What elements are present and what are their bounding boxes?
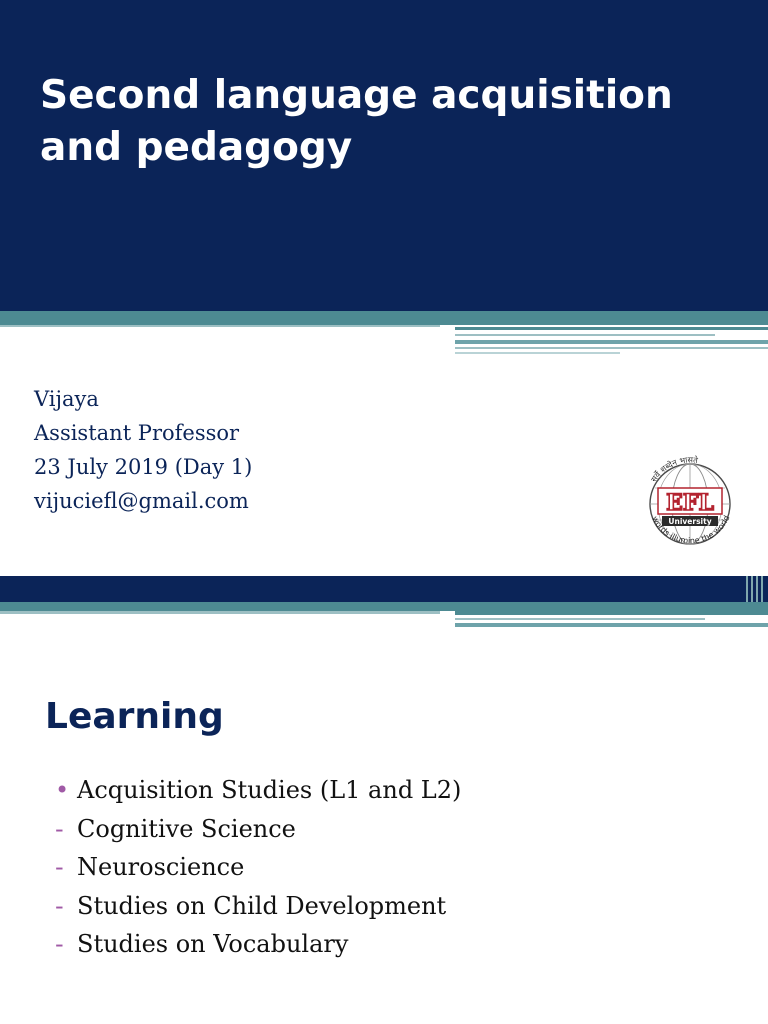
band-rule [746, 576, 748, 602]
slide-title: Second language acquisition and pedagogy [40, 73, 673, 170]
divider-stripe [0, 325, 440, 327]
logo-initials: EFL [666, 490, 714, 516]
divider-stripe [455, 327, 768, 330]
divider-stripe [455, 347, 768, 349]
author-name: Vijaya [34, 387, 99, 411]
list-item-text: Studies on Vocabulary [77, 930, 349, 958]
logo-university-label: University [668, 517, 712, 526]
divider-stripe [455, 618, 705, 620]
author-email: vijuciefl@gmail.com [34, 489, 249, 513]
logo-script-text: सर्वे शब्देन भासते [649, 455, 699, 484]
list-item [55, 771, 461, 810]
list-marker: • [55, 776, 70, 804]
band-rule [761, 576, 763, 602]
band-rule [751, 576, 753, 602]
author-block [34, 382, 252, 518]
list-item-text: Acquisition Studies (L1 and L2) [77, 776, 462, 804]
list-item [55, 925, 461, 964]
efl-university-logo [638, 450, 742, 556]
divider-stripe [0, 311, 768, 325]
list-item [55, 887, 461, 926]
author-role: Assistant Professor [34, 421, 240, 445]
list-item-text: Neuroscience [77, 853, 245, 881]
list-marker: - [55, 853, 64, 881]
divider-stripe [0, 611, 440, 614]
list-marker: - [55, 891, 64, 920]
topic-list [55, 771, 461, 964]
list-item [55, 848, 461, 887]
divider-stripe [455, 334, 715, 336]
content-slide [0, 576, 768, 1024]
list-item [55, 810, 461, 849]
list-marker: - [55, 814, 64, 843]
list-item-text: Cognitive Science [77, 814, 296, 843]
list-marker: - [55, 930, 64, 958]
divider-stripe [455, 611, 768, 615]
top-band [0, 576, 768, 602]
presentation-date: 23 July 2019 (Day 1) [34, 455, 253, 479]
divider-stripe [455, 352, 620, 354]
divider-stripe [455, 340, 768, 344]
divider-stripe [455, 623, 768, 627]
band-rule [756, 576, 758, 602]
divider-stripe [0, 602, 768, 611]
slide-heading: Learning [45, 696, 224, 737]
list-item-text: Studies on Child Development [77, 891, 447, 920]
logo-motto: words illumine the world [650, 514, 732, 546]
